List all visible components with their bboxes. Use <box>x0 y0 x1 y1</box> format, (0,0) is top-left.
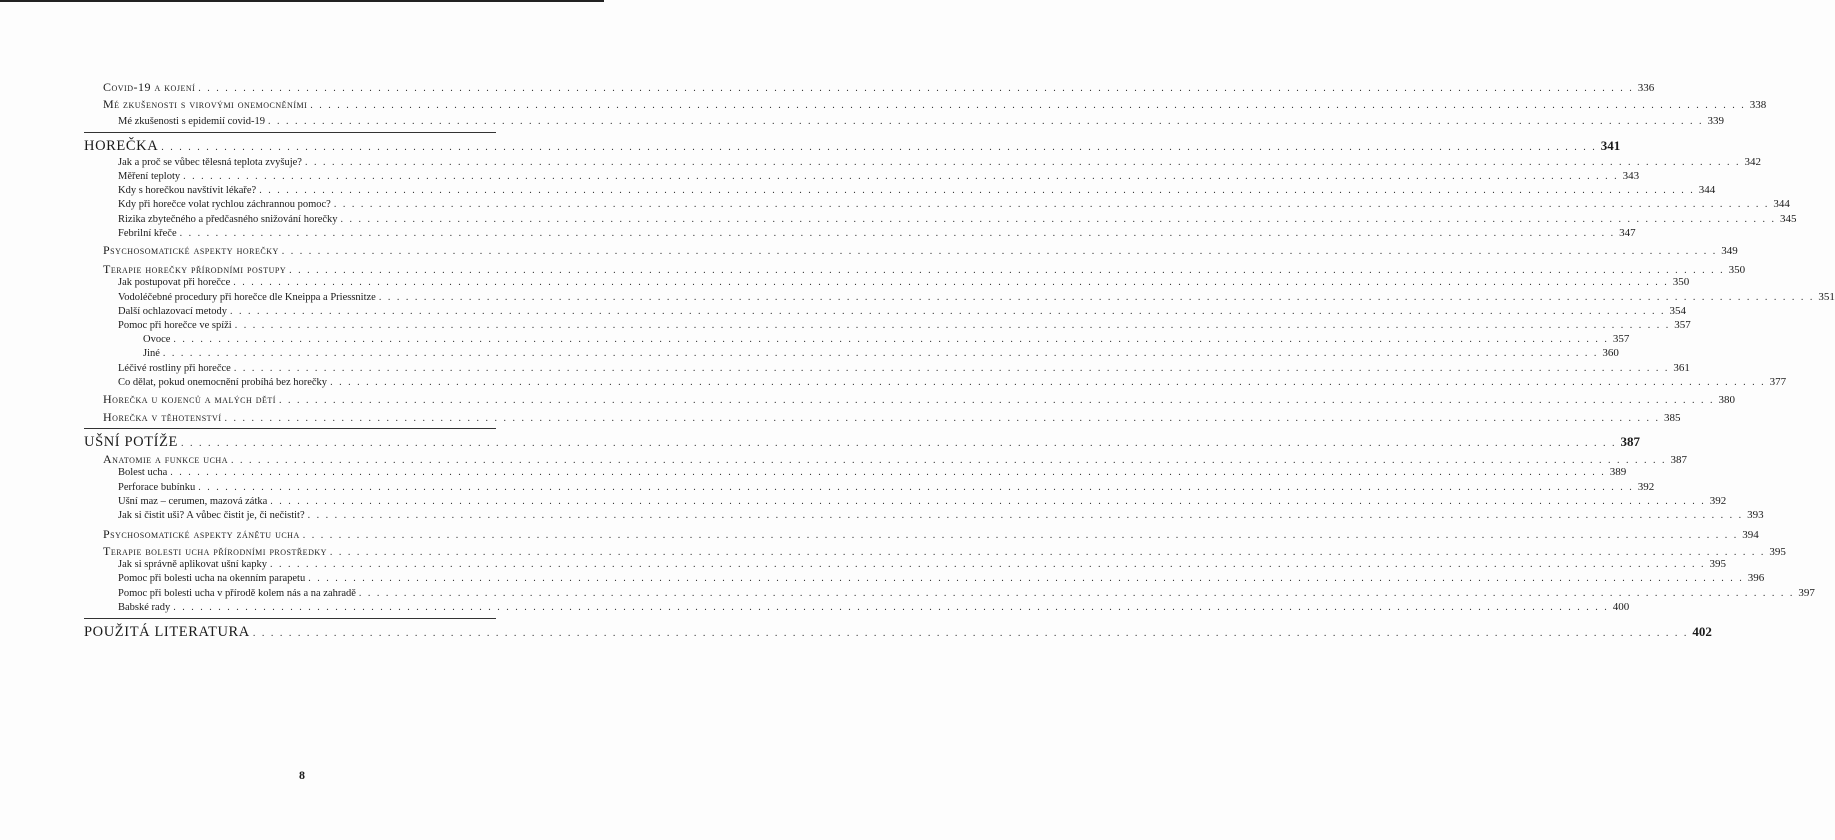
toc-entry-page-number: 402 <box>1692 624 1712 639</box>
dot-leader: . . . . . . . . . . . . . . . . . . . . . . . . . . . . . . . . . . . . . . . . . . . . . . . . . . . . . . . . . . . . . . . . . . . . . . . . . . . . . . . . . . . . . . . . . . . . . . . . . . . . . . . . . . . . . . . . . . . . . . . . . . . . . . . . . . . . . . . . . . . . . . . . . . . . . . . . . . . . . . . . <box>278 395 1715 406</box>
dot-leader: . . . . . . . . . . . . . . . . . . . . . . . . . . . . . . . . . . . . . . . . . . . . . . . . . . . . . . . . . . . . . . . . . . . . . . . . . . . . . . . . . . . . . . . . . . . . . . . . . . . . . . . . . . . . . . . . . . . . . . . . . . . . . . . . . . . . . . . . . . . . . . . . . . . . . . . . . . . . . . . . <box>173 602 1609 613</box>
toc-entry-page-number: 395 <box>1709 558 1727 570</box>
toc-entry-subsub <box>0 347 1619 359</box>
toc-entry-main <box>0 624 1712 641</box>
dot-leader: . . . . . . . . . . . . . . . . . . . . . . . . . . . . . . . . . . . . . . . . . . . . . . . . . . . . . . . . . . . . . . . . . . . . . . . . . . . . . . . . . . . . . . . . . . . . . . . . . . . . . . . . . . . . . . . . . . . . . . . . . . . . . . . . . . . . . . . . . . . . . . . . . . . . . . . . . . . . . . . . <box>198 83 1634 94</box>
toc-entry-page-number: 396 <box>1747 572 1765 584</box>
toc-entry-sub <box>0 362 1690 374</box>
toc-entry-sub <box>0 572 1765 584</box>
toc-entry-title: Bolest ucha <box>118 467 168 478</box>
dot-leader: . . . . . . . . . . . . . . . . . . . . . . . . . . . . . . . . . . . . . . . . . . . . . . . . . . . . . . . . . . . . . . . . . . . . . . . . . . . . . . . . . . . . . . . . . . . . . . . . . . . . . . . . . . . . . . . . . . . . . . . . . . . . . . . . . . . . . . . . . . . . . . . . . . . . . . . . . . . . . . . . <box>270 559 1706 570</box>
toc-entry-page-number: 389 <box>1609 466 1627 478</box>
toc-entry-page-number: 344 <box>1698 184 1716 196</box>
dot-leader: . . . . . . . . . . . . . . . . . . . . . . . . . . . . . . . . . . . . . . . . . . . . . . . . . . . . . . . . . . . . . . . . . . . . . . . . . . . . . . . . . . . . . . . . . . . . . . . . . . . . . . . . . . . . . . . . . . . . . . . . . . . . . . . . . . . . . . . . . . . . . . . . . . . . . . . . . . . . . . . . <box>230 455 1667 466</box>
toc-entry-page-number: 339 <box>1707 115 1724 127</box>
toc-entry-sub <box>0 509 1764 521</box>
toc-entry-sub <box>0 495 1727 507</box>
dot-leader: . . . . . . . . . . . . . . . . . . . . . . . . . . . . . . . . . . . . . . . . . . . . . . . . . . . . . . . . . . . . . . . . . . . . . . . . . . . . . . . . . . . . . . . . . . . . . . . . . . . . . . . . . . . . . . . . . . . . . . . . . . . . . . . . . . . . . . . . . . . . . . . . . . . . . . . . . . . . . . . . <box>234 320 1671 331</box>
dot-leader: . . . . . . . . . . . . . . . . . . . . . . . . . . . . . . . . . . . . . . . . . . . . . . . . . . . . . . . . . . . . . . . . . . . . . . . . . . . . . . . . . . . . . . . . . . . . . . . . . . . . . . . . . . . . . . . . . . . . . . . . . . . . . . . . . . . . . . . . . . . . . . . . . . . . . . . . . . . . . . . . <box>333 199 1770 210</box>
toc-entry-page-number: 397 <box>1798 587 1815 599</box>
toc-entry-page-number: 344 <box>1773 198 1790 210</box>
toc-entry-title: Co dělat, pokud onemocnění probíhá bez horečky <box>118 377 328 388</box>
toc-entry-page-number: 387 <box>1620 434 1640 449</box>
toc-entry-title: Jak si čistit uši? A vůbec čistit je, či nečistit? <box>118 510 305 521</box>
dot-leader: . . . . . . . . . . . . . . . . . . . . . . . . . . . . . . . . . . . . . . . . . . . . . . . . . . . . . . . . . . . . . . . . . . . . . . . . . . . . . . . . . . . . . . . . . . . . . . . . . . . . . . . . . . . . . . . . . . . . . . . . . . . . . . . . . . . . . . . . . . . . . . . . . . . . . . . . . . . . . . . . <box>162 348 1599 359</box>
toc-entry-page-number: 350 <box>1728 264 1746 276</box>
toc-entry-title: Pomoc při bolesti ucha na okenním parapetu <box>118 573 306 584</box>
toc-entry-title: Horečka u kojenců a malých dětí <box>103 392 276 406</box>
toc-entry-sec <box>0 243 1738 258</box>
toc-entry-page-number: 392 <box>1637 481 1655 493</box>
toc-entry-title: UŠNÍ POTÍŽE <box>84 434 178 450</box>
toc-entry-sub <box>0 481 1655 493</box>
dot-leader: . . . . . . . . . . . . . . . . . . . . . . . . . . . . . . . . . . . . . . . . . . . . . . . . . . . . . . . . . . . . . . . . . . . . . . . . . . . . . . . . . . . . . . . . . . . . . . . . . . . . . . . . . . . . . . . . . . . . . . . . . . . . . . . . . . . . . . . . . . . . . . . . . . . . . . . . . . . . . . . . <box>378 292 1815 303</box>
toc-entry-title: Kdy s horečkou navštívit lékaře? <box>118 185 257 196</box>
toc-entry-sec <box>0 410 1681 425</box>
dot-leader: . . . . . . . . . . . . . . . . . . . . . . . . . . . . . . . . . . . . . . . . . . . . . . . . . . . . . . . . . . . . . . . . . . . . . . . . . . . . . . . . . . . . . . . . . . . . . . . . . . . . . . . . . . . . . . . . . . . . . . . . . . . . . . . . . . . . . . . . . . . . . . . . . . . . . . . . . . . . . . . . <box>270 496 1706 507</box>
toc-entry-title: Terapie bolesti ucha přírodními prostředky <box>103 544 327 558</box>
toc-entry-title: Léčivé rostliny při horečce <box>118 363 231 374</box>
toc-entry-title: Perforace bubínku <box>118 482 196 493</box>
dot-leader: . . . . . . . . . . . . . . . . . . . . . . . . . . . . . . . . . . . . . . . . . . . . . . . . . . . . . . . . . . . . . . . . . . . . . . . . . . . . . . . . . . . . . . . . . . . . . . . . . . . . . . . . . . . . . . . . . . . . . . . . . . . . . . . . . . . . . . . . . . . . . . . . . . . . . . . . . . . . . . . . <box>267 116 1704 127</box>
toc-entry-sec <box>0 80 1655 95</box>
dot-leader: . . . . . . . . . . . . . . . . . . . . . . . . . . . . . . . . . . . . . . . . . . . . . . . . . . . . . . . . . . . . . . . . . . . . . . . . . . . . . . . . . . . . . . . . . . . . . . . . . . . . . . . . . . . . . . . . . . . . . . . . . . . . . . . . . . . . . . . . . . . . . . . . . . . . . . . . . . . . . . . . <box>181 438 1617 449</box>
toc-entry-page-number: 338 <box>1749 99 1767 111</box>
toc-entry-sub <box>0 198 1790 210</box>
toc-entry-page-number: 336 <box>1637 82 1655 94</box>
dot-leader: . . . . . . . . . . . . . . . . . . . . . . . . . . . . . . . . . . . . . . . . . . . . . . . . . . . . . . . . . . . . . . . . . . . . . . . . . . . . . . . . . . . . . . . . . . . . . . . . . . . . . . . . . . . . . . . . . . . . . . . . . . . . . . . . . . . . . . . . . . . . . . . . . . . . . . . . . . . . . . . . <box>198 482 1634 493</box>
dot-leader: . . . . . . . . . . . . . . . . . . . . . . . . . . . . . . . . . . . . . . . . . . . . . . . . . . . . . . . . . . . . . . . . . . . . . . . . . . . . . . . . . . . . . . . . . . . . . . . . . . . . . . . . . . . . . . . . . . . . . . . . . . . . . . . . . . . . . . . . . . . . . . . . . . . . . . . . . . . . . . . . <box>340 214 1777 225</box>
toc-entry-sub <box>0 213 1797 225</box>
toc-entry-title: Jak postupovat při horečce <box>118 277 231 288</box>
toc-entry-page-number: 385 <box>1664 412 1681 424</box>
toc-entry-page-number: 343 <box>1622 170 1640 182</box>
toc-entry-sub <box>0 601 1630 613</box>
toc-entry-page-number: 380 <box>1718 394 1735 406</box>
toc-entry-title: Babské rady <box>118 602 171 613</box>
chapter-divider-line <box>84 618 496 619</box>
toc-entry-page-number: 347 <box>1619 227 1636 239</box>
dot-leader: . . . . . . . . . . . . . . . . . . . . . . . . . . . . . . . . . . . . . . . . . . . . . . . . . . . . . . . . . . . . . . . . . . . . . . . . . . . . . . . . . . . . . . . . . . . . . . . . . . . . . . . . . . . . . . . . . . . . . . . . . . . . . . . . . . . . . . . . . . . . . . . . . . . . . . . . . . . . . . . . <box>233 277 1669 288</box>
toc-entry-sub <box>0 558 1727 570</box>
dot-leader: . . . . . . . . . . . . . . . . . . . . . . . . . . . . . . . . . . . . . . . . . . . . . . . . . . . . . . . . . . . . . . . . . . . . . . . . . . . . . . . . . . . . . . . . . . . . . . . . . . . . . . . . . . . . . . . . . . . . . . . . . . . . . . . . . . . . . . . . . . . . . . . . . . . . . . . . . . . . . . . . <box>330 377 1766 388</box>
toc-entry-page-number: 341 <box>1600 138 1621 153</box>
dot-leader: . . . . . . . . . . . . . . . . . . . . . . . . . . . . . . . . . . . . . . . . . . . . . . . . . . . . . . . . . . . . . . . . . . . . . . . . . . . . . . . . . . . . . . . . . . . . . . . . . . . . . . . . . . . . . . . . . . . . . . . . . . . . . . . . . . . . . . . . . . . . . . . . . . . . . . . . . . . . . . . . <box>161 142 1597 153</box>
dot-leader: . . . . . . . . . . . . . . . . . . . . . . . . . . . . . . . . . . . . . . . . . . . . . . . . . . . . . . . . . . . . . . . . . . . . . . . . . . . . . . . . . . . . . . . . . . . . . . . . . . . . . . . . . . . . . . . . . . . . . . . . . . . . . . . . . . . . . . . . . . . . . . . . . . . . . . . . . . . . . . . . <box>310 100 1746 111</box>
toc-entry-sub <box>0 305 1687 317</box>
page-number: 8 <box>299 768 305 782</box>
toc-entry-sec <box>0 97 1767 112</box>
toc-entry-page-number: 354 <box>1669 305 1687 317</box>
dot-leader: . . . . . . . . . . . . . . . . . . . . . . . . . . . . . . . . . . . . . . . . . . . . . . . . . . . . . . . . . . . . . . . . . . . . . . . . . . . . . . . . . . . . . . . . . . . . . . . . . . . . . . . . . . . . . . . . . . . . . . . . . . . . . . . . . . . . . . . . . . . . . . . . . . . . . . . . . . . . . . . . <box>302 530 1739 541</box>
toc-entry-page-number: 392 <box>1709 495 1727 507</box>
toc-entry-sub <box>0 184 1716 196</box>
dot-leader: . . . . . . . . . . . . . . . . . . . . . . . . . . . . . . . . . . . . . . . . . . . . . . . . . . . . . . . . . . . . . . . . . . . . . . . . . . . . . . . . . . . . . . . . . . . . . . . . . . . . . . . . . . . . . . . . . . . . . . . . . . . . . . . . . . . . . . . . . . . . . . . . . . . . . . . . . . . . . . . . <box>233 363 1670 374</box>
toc-entry-subsub <box>0 333 1630 345</box>
toc-entry-title: Ušní maz – cerumen, mazová zátka <box>118 496 268 507</box>
dot-leader: . . . . . . . . . . . . . . . . . . . . . . . . . . . . . . . . . . . . . . . . . . . . . . . . . . . . . . . . . . . . . . . . . . . . . . . . . . . . . . . . . . . . . . . . . . . . . . . . . . . . . . . . . . . . . . . . . . . . . . . . . . . . . . . . . . . . . . . . . . . . . . . . . . . . . . . . . . . . . . . . <box>308 573 1744 584</box>
toc-entry-sub <box>0 291 1835 303</box>
toc-entry-page-number: 361 <box>1673 362 1690 374</box>
toc-entry-sub <box>0 115 1724 127</box>
toc-entry-page-number: 400 <box>1612 601 1630 613</box>
toc-entry-sub <box>0 276 1690 288</box>
toc-entry-sec <box>0 262 1746 277</box>
toc-entry-page-number: 393 <box>1747 509 1764 521</box>
toc-entry-title: Měření teploty <box>118 171 181 182</box>
toc-entry-title: Pomoc při horečce ve spíži <box>118 320 232 331</box>
toc-entry-title: POUŽITÁ LITERATURA <box>84 624 250 640</box>
toc-entry-sub <box>0 170 1640 182</box>
toc-entry-page-number: 394 <box>1742 529 1759 541</box>
toc-entry-page-number: 357 <box>1674 319 1691 331</box>
toc-entry-sec <box>0 544 1786 559</box>
toc-entry-title: Ovoce <box>143 334 171 345</box>
toc-entry-title: Rizika zbytečného a předčasného snižování horečky <box>118 214 338 225</box>
toc-entry-title: Jak a proč se vůbec tělesná teplota zvyšuje? <box>118 157 302 168</box>
toc-entry-title: Psychosomatické aspekty zánětu ucha <box>103 527 300 541</box>
toc-entry-title: Mé zkušenosti s virovými onemocněními <box>103 97 308 111</box>
dot-leader: . . . . . . . . . . . . . . . . . . . . . . . . . . . . . . . . . . . . . . . . . . . . . . . . . . . . . . . . . . . . . . . . . . . . . . . . . . . . . . . . . . . . . . . . . . . . . . . . . . . . . . . . . . . . . . . . . . . . . . . . . . . . . . . . . . . . . . . . . . . . . . . . . . . . . . . . . . . . . . . . <box>170 467 1606 478</box>
toc-entry-title: HOREČKA <box>84 138 159 154</box>
toc-entry-title: Vodoléčebné procedury při horečce dle Kneippa a Priessnitze <box>118 292 376 303</box>
toc-entry-title: Psychosomatické aspekty horečky <box>103 243 279 257</box>
dot-leader: . . . . . . . . . . . . . . . . . . . . . . . . . . . . . . . . . . . . . . . . . . . . . . . . . . . . . . . . . . . . . . . . . . . . . . . . . . . . . . . . . . . . . . . . . . . . . . . . . . . . . . . . . . . . . . . . . . . . . . . . . . . . . . . . . . . . . . . . . . . . . . . . . . . . . . . . . . . . . . . . <box>179 228 1616 239</box>
toc-entry-title: Febrilní křeče <box>118 228 177 239</box>
toc-entry-main <box>0 138 1621 155</box>
chapter-divider-line <box>84 132 496 133</box>
dot-leader: . . . . . . . . . . . . . . . . . . . . . . . . . . . . . . . . . . . . . . . . . . . . . . . . . . . . . . . . . . . . . . . . . . . . . . . . . . . . . . . . . . . . . . . . . . . . . . . . . . . . . . . . . . . . . . . . . . . . . . . . . . . . . . . . . . . . . . . . . . . . . . . . . . . . . . . . . . . . . . . . <box>173 334 1609 345</box>
dot-leader: . . . . . . . . . . . . . . . . . . . . . . . . . . . . . . . . . . . . . . . . . . . . . . . . . . . . . . . . . . . . . . . . . . . . . . . . . . . . . . . . . . . . . . . . . . . . . . . . . . . . . . . . . . . . . . . . . . . . . . . . . . . . . . . . . . . . . . . . . . . . . . . . . . . . . . . . . . . . . . . . <box>183 171 1619 182</box>
chapter-divider-line <box>84 428 496 429</box>
toc-entry-sub <box>0 156 1761 168</box>
toc-entry-sec <box>0 527 1759 542</box>
toc-entry-page-number: 345 <box>1780 213 1797 225</box>
dot-leader: . . . . . . . . . . . . . . . . . . . . . . . . . . . . . . . . . . . . . . . . . . . . . . . . . . . . . . . . . . . . . . . . . . . . . . . . . . . . . . . . . . . . . . . . . . . . . . . . . . . . . . . . . . . . . . . . . . . . . . . . . . . . . . . . . . . . . . . . . . . . . . . . . . . . . . . . . . . . . . . . <box>230 306 1666 317</box>
toc-entry-page-number: 387 <box>1670 454 1687 466</box>
toc-entry-title: Pomoc při bolesti ucha v přírodě kolem nás a na zahradě <box>118 588 356 599</box>
dot-leader: . . . . . . . . . . . . . . . . . . . . . . . . . . . . . . . . . . . . . . . . . . . . . . . . . . . . . . . . . . . . . . . . . . . . . . . . . . . . . . . . . . . . . . . . . . . . . . . . . . . . . . . . . . . . . . . . . . . . . . . . . . . . . . . . . . . . . . . . . . . . . . . . . . . . . . . . . . . . . . . . <box>329 547 1766 558</box>
toc-entry-page-number: 360 <box>1602 347 1619 359</box>
toc-entry-title: Jak si správně aplikovat ušní kapky <box>118 559 268 570</box>
toc-entry-sec <box>0 392 1735 407</box>
toc-entry-sub <box>0 319 1691 331</box>
toc-entry-page-number: 349 <box>1721 245 1738 257</box>
toc-entry-title: Covid-19 a kojení <box>103 80 196 94</box>
toc-entry-title: Jiné <box>143 348 160 359</box>
dot-leader: . . . . . . . . . . . . . . . . . . . . . . . . . . . . . . . . . . . . . . . . . . . . . . . . . . . . . . . . . . . . . . . . . . . . . . . . . . . . . . . . . . . . . . . . . . . . . . . . . . . . . . . . . . . . . . . . . . . . . . . . . . . . . . . . . . . . . . . . . . . . . . . . . . . . . . . . . . . . . . . . <box>289 265 1725 276</box>
toc-entry-title: Anatomie a funkce ucha <box>103 452 228 466</box>
toc-entry-title: Terapie horečky přírodními postupy <box>103 262 287 276</box>
toc-entry-main <box>0 434 1640 451</box>
dot-leader: . . . . . . . . . . . . . . . . . . . . . . . . . . . . . . . . . . . . . . . . . . . . . . . . . . . . . . . . . . . . . . . . . . . . . . . . . . . . . . . . . . . . . . . . . . . . . . . . . . . . . . . . . . . . . . . . . . . . . . . . . . . . . . . . . . . . . . . . . . . . . . . . . . . . . . . . . . . . . . . . <box>252 628 1689 639</box>
dot-leader: . . . . . . . . . . . . . . . . . . . . . . . . . . . . . . . . . . . . . . . . . . . . . . . . . . . . . . . . . . . . . . . . . . . . . . . . . . . . . . . . . . . . . . . . . . . . . . . . . . . . . . . . . . . . . . . . . . . . . . . . . . . . . . . . . . . . . . . . . . . . . . . . . . . . . . . . . . . . . . . . <box>307 510 1744 521</box>
dot-leader: . . . . . . . . . . . . . . . . . . . . . . . . . . . . . . . . . . . . . . . . . . . . . . . . . . . . . . . . . . . . . . . . . . . . . . . . . . . . . . . . . . . . . . . . . . . . . . . . . . . . . . . . . . . . . . . . . . . . . . . . . . . . . . . . . . . . . . . . . . . . . . . . . . . . . . . . . . . . . . . . <box>224 413 1660 424</box>
toc-entry-sub <box>0 227 1636 239</box>
toc-entry-title: Mé zkušenosti s epidemií covid-19 <box>118 116 265 127</box>
toc-entry-sub <box>0 587 1815 599</box>
dot-leader: . . . . . . . . . . . . . . . . . . . . . . . . . . . . . . . . . . . . . . . . . . . . . . . . . . . . . . . . . . . . . . . . . . . . . . . . . . . . . . . . . . . . . . . . . . . . . . . . . . . . . . . . . . . . . . . . . . . . . . . . . . . . . . . . . . . . . . . . . . . . . . . . . . . . . . . . . . . . . . . . <box>358 588 1795 599</box>
toc-entry-title: Kdy při horečce volat rychlou záchrannou pomoc? <box>118 199 331 210</box>
toc-entry-page-number: 357 <box>1612 333 1630 345</box>
toc-entry-page-number: 377 <box>1769 376 1787 388</box>
toc-entry-page-number: 342 <box>1744 156 1761 168</box>
toc-entry-sub <box>0 376 1787 388</box>
toc-entry-page-number: 351 <box>1818 291 1835 303</box>
dot-leader: . . . . . . . . . . . . . . . . . . . . . . . . . . . . . . . . . . . . . . . . . . . . . . . . . . . . . . . . . . . . . . . . . . . . . . . . . . . . . . . . . . . . . . . . . . . . . . . . . . . . . . . . . . . . . . . . . . . . . . . . . . . . . . . . . . . . . . . . . . . . . . . . . . . . . . . . . . . . . . . . <box>304 157 1741 168</box>
dot-leader: . . . . . . . . . . . . . . . . . . . . . . . . . . . . . . . . . . . . . . . . . . . . . . . . . . . . . . . . . . . . . . . . . . . . . . . . . . . . . . . . . . . . . . . . . . . . . . . . . . . . . . . . . . . . . . . . . . . . . . . . . . . . . . . . . . . . . . . . . . . . . . . . . . . . . . . . . . . . . . . . <box>259 185 1695 196</box>
toc-entry-sub <box>0 466 1627 478</box>
toc-entry-sec <box>0 452 1687 467</box>
toc-entry-title: Horečka v těhotenství <box>103 410 222 424</box>
dot-leader: . . . . . . . . . . . . . . . . . . . . . . . . . . . . . . . . . . . . . . . . . . . . . . . . . . . . . . . . . . . . . . . . . . . . . . . . . . . . . . . . . . . . . . . . . . . . . . . . . . . . . . . . . . . . . . . . . . . . . . . . . . . . . . . . . . . . . . . . . . . . . . . . . . . . . . . . . . . . . . . . <box>281 246 1718 257</box>
toc-entry-title: Další ochlazovací metody <box>118 306 228 317</box>
toc-entry-page-number: 395 <box>1769 546 1786 558</box>
toc-entry-page-number: 350 <box>1672 276 1690 288</box>
